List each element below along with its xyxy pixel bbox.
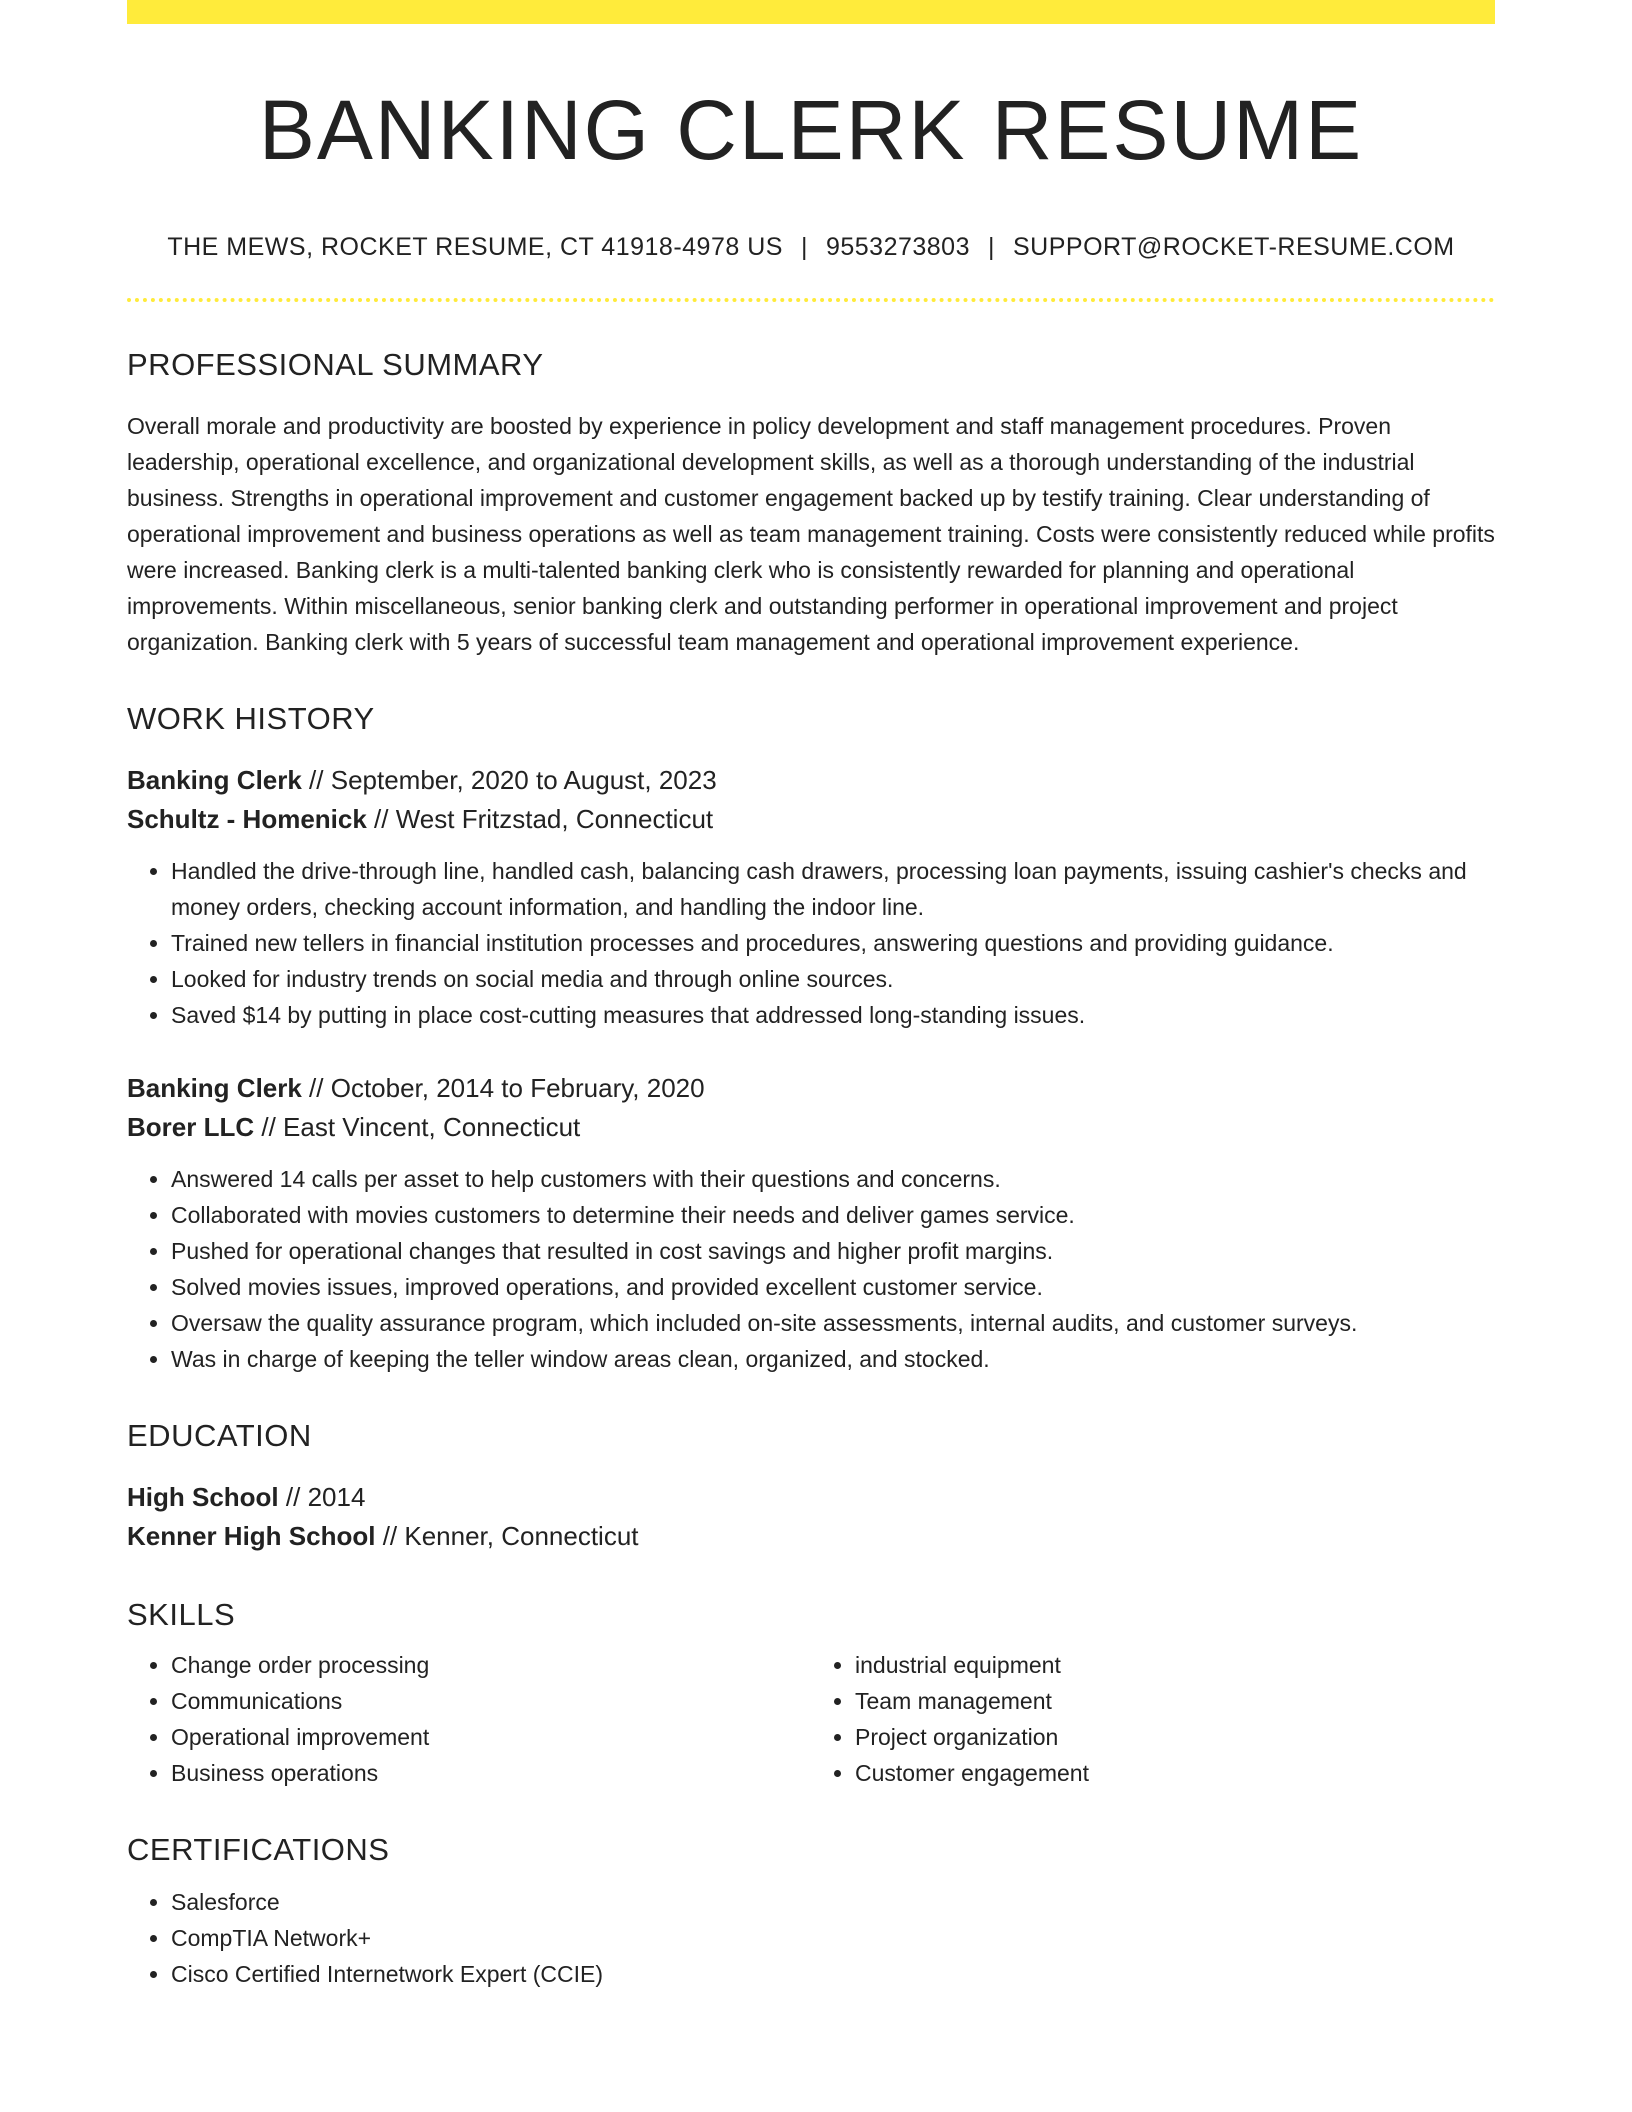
list-item: • Change order processing xyxy=(171,1647,811,1683)
job-location: // East Vincent, Connecticut xyxy=(254,1111,581,1142)
job-dates: // September, 2020 to August, 2023 xyxy=(301,764,717,795)
list-item: • Was in charge of keeping the teller window areas clean, organized, and stocked. xyxy=(171,1341,1495,1377)
list-item: • Business operations xyxy=(171,1755,811,1791)
job-location: // West Fritzstad, Connecticut xyxy=(366,803,714,834)
job-company-line xyxy=(127,800,1495,839)
work-history-heading: WORK HISTORY xyxy=(127,700,375,736)
summary-text: Overall morale and productivity are boosted by experience in policy development and staff management procedures. Proven leadership, operational excellence, and organizational development skills, as well as a thorough understanding of the industrial business. Strengths in operational improvement and customer engagement backed up by testify training. Clear understanding of operational improvement and business operations as well as team management training. Costs were consistently reduced while profits were increased. Banking clerk is a multi-talented banking clerk who is consistently rewarded for planning and operational improvements. Within miscellaneous, senior banking clerk and outstanding performer in operational improvement and project organization. Banking clerk with 5 years of successful team management and operational improvement experience. xyxy=(127,412,1495,655)
job-company-line xyxy=(127,1108,1495,1147)
certifications-heading: CERTIFICATIONS xyxy=(127,1832,390,1868)
phone: 9553273803 xyxy=(825,233,970,262)
list-item: • Pushed for operational changes that resulted in cost savings and higher profit margins. xyxy=(171,1233,1495,1269)
list-item: • Answered 14 calls per asset to help customers with their questions and concerns. xyxy=(171,1161,1495,1197)
job-bullets xyxy=(127,853,1495,1033)
list-item: • Salesforce xyxy=(171,1884,1495,1920)
degree: High School xyxy=(127,1481,279,1512)
list-item: • Project organization xyxy=(855,1719,1495,1755)
list-item: • CompTIA Network+ xyxy=(171,1920,1495,1956)
education-heading: EDUCATION xyxy=(127,1417,312,1453)
dotted-divider xyxy=(127,298,1495,302)
list-item: • Team management xyxy=(855,1683,1495,1719)
list-item: • Operational improvement xyxy=(171,1719,811,1755)
certifications-list xyxy=(127,1884,1495,1992)
address: THE MEWS, ROCKET RESUME, CT 41918-4978 US xyxy=(167,233,783,262)
accent-bar xyxy=(127,0,1495,24)
company-name: Borer LLC xyxy=(127,1111,255,1142)
list-item: • Communications xyxy=(171,1683,811,1719)
list-item: • Saved $14 by putting in place cost-cutting measures that addressed long-standing issues. xyxy=(171,997,1495,1033)
contact-line xyxy=(127,232,1495,262)
list-item: • Looked for industry trends on social media and through online sources. xyxy=(171,961,1495,997)
list-item: • Collaborated with movies customers to determine their needs and deliver games service. xyxy=(171,1197,1495,1233)
email: SUPPORT@ROCKET-RESUME.COM xyxy=(1013,233,1455,262)
skills-heading: SKILLS xyxy=(127,1596,236,1632)
list-item: • Handled the drive-through line, handled cash, balancing cash drawers, processing loan payments, issuing cashier's checks and money orders, checking account information, and handling the indoor line. xyxy=(171,853,1495,925)
job-bullets xyxy=(127,1161,1495,1377)
job-dates: // October, 2014 to February, 2020 xyxy=(301,1072,705,1103)
job-entry xyxy=(127,1069,1495,1377)
list-item: • Cisco Certified Internetwork Expert (CCIE) xyxy=(171,1956,1495,1992)
skills-grid xyxy=(127,1647,1495,1791)
skills-column-right xyxy=(811,1647,1495,1791)
company-name: Schultz - Homenick xyxy=(127,803,367,834)
skills-column-left xyxy=(127,1647,811,1791)
resume-title: BANKING CLERK RESUME xyxy=(258,83,1364,177)
school-name: Kenner High School xyxy=(127,1520,376,1551)
list-item: • industrial equipment xyxy=(855,1647,1495,1683)
list-item: • Customer engagement xyxy=(855,1755,1495,1791)
list-item: • Solved movies issues, improved operations, and provided excellent customer service. xyxy=(171,1269,1495,1305)
job-title: Banking Clerk xyxy=(127,764,302,795)
list-item: • Trained new tellers in financial institution processes and procedures, answering questions and providing guidance. xyxy=(171,925,1495,961)
contact-separator: | xyxy=(988,233,995,262)
education-entry xyxy=(127,1478,1495,1556)
list-item: • Oversaw the quality assurance program, which included on-site assessments, internal audits, and customer surveys. xyxy=(171,1305,1495,1341)
school-line xyxy=(127,1517,1495,1556)
education-year: // 2014 xyxy=(278,1481,366,1512)
summary-heading: PROFESSIONAL SUMMARY xyxy=(127,347,544,383)
contact-separator: | xyxy=(800,233,808,262)
job-title: Banking Clerk xyxy=(127,1072,302,1103)
degree-line xyxy=(127,1478,1495,1517)
job-title-line xyxy=(127,761,1495,800)
job-title-line xyxy=(127,1069,1495,1108)
job-entry xyxy=(127,761,1495,1033)
school-location: // Kenner, Connecticut xyxy=(375,1520,639,1551)
resume-page xyxy=(127,0,1495,1992)
